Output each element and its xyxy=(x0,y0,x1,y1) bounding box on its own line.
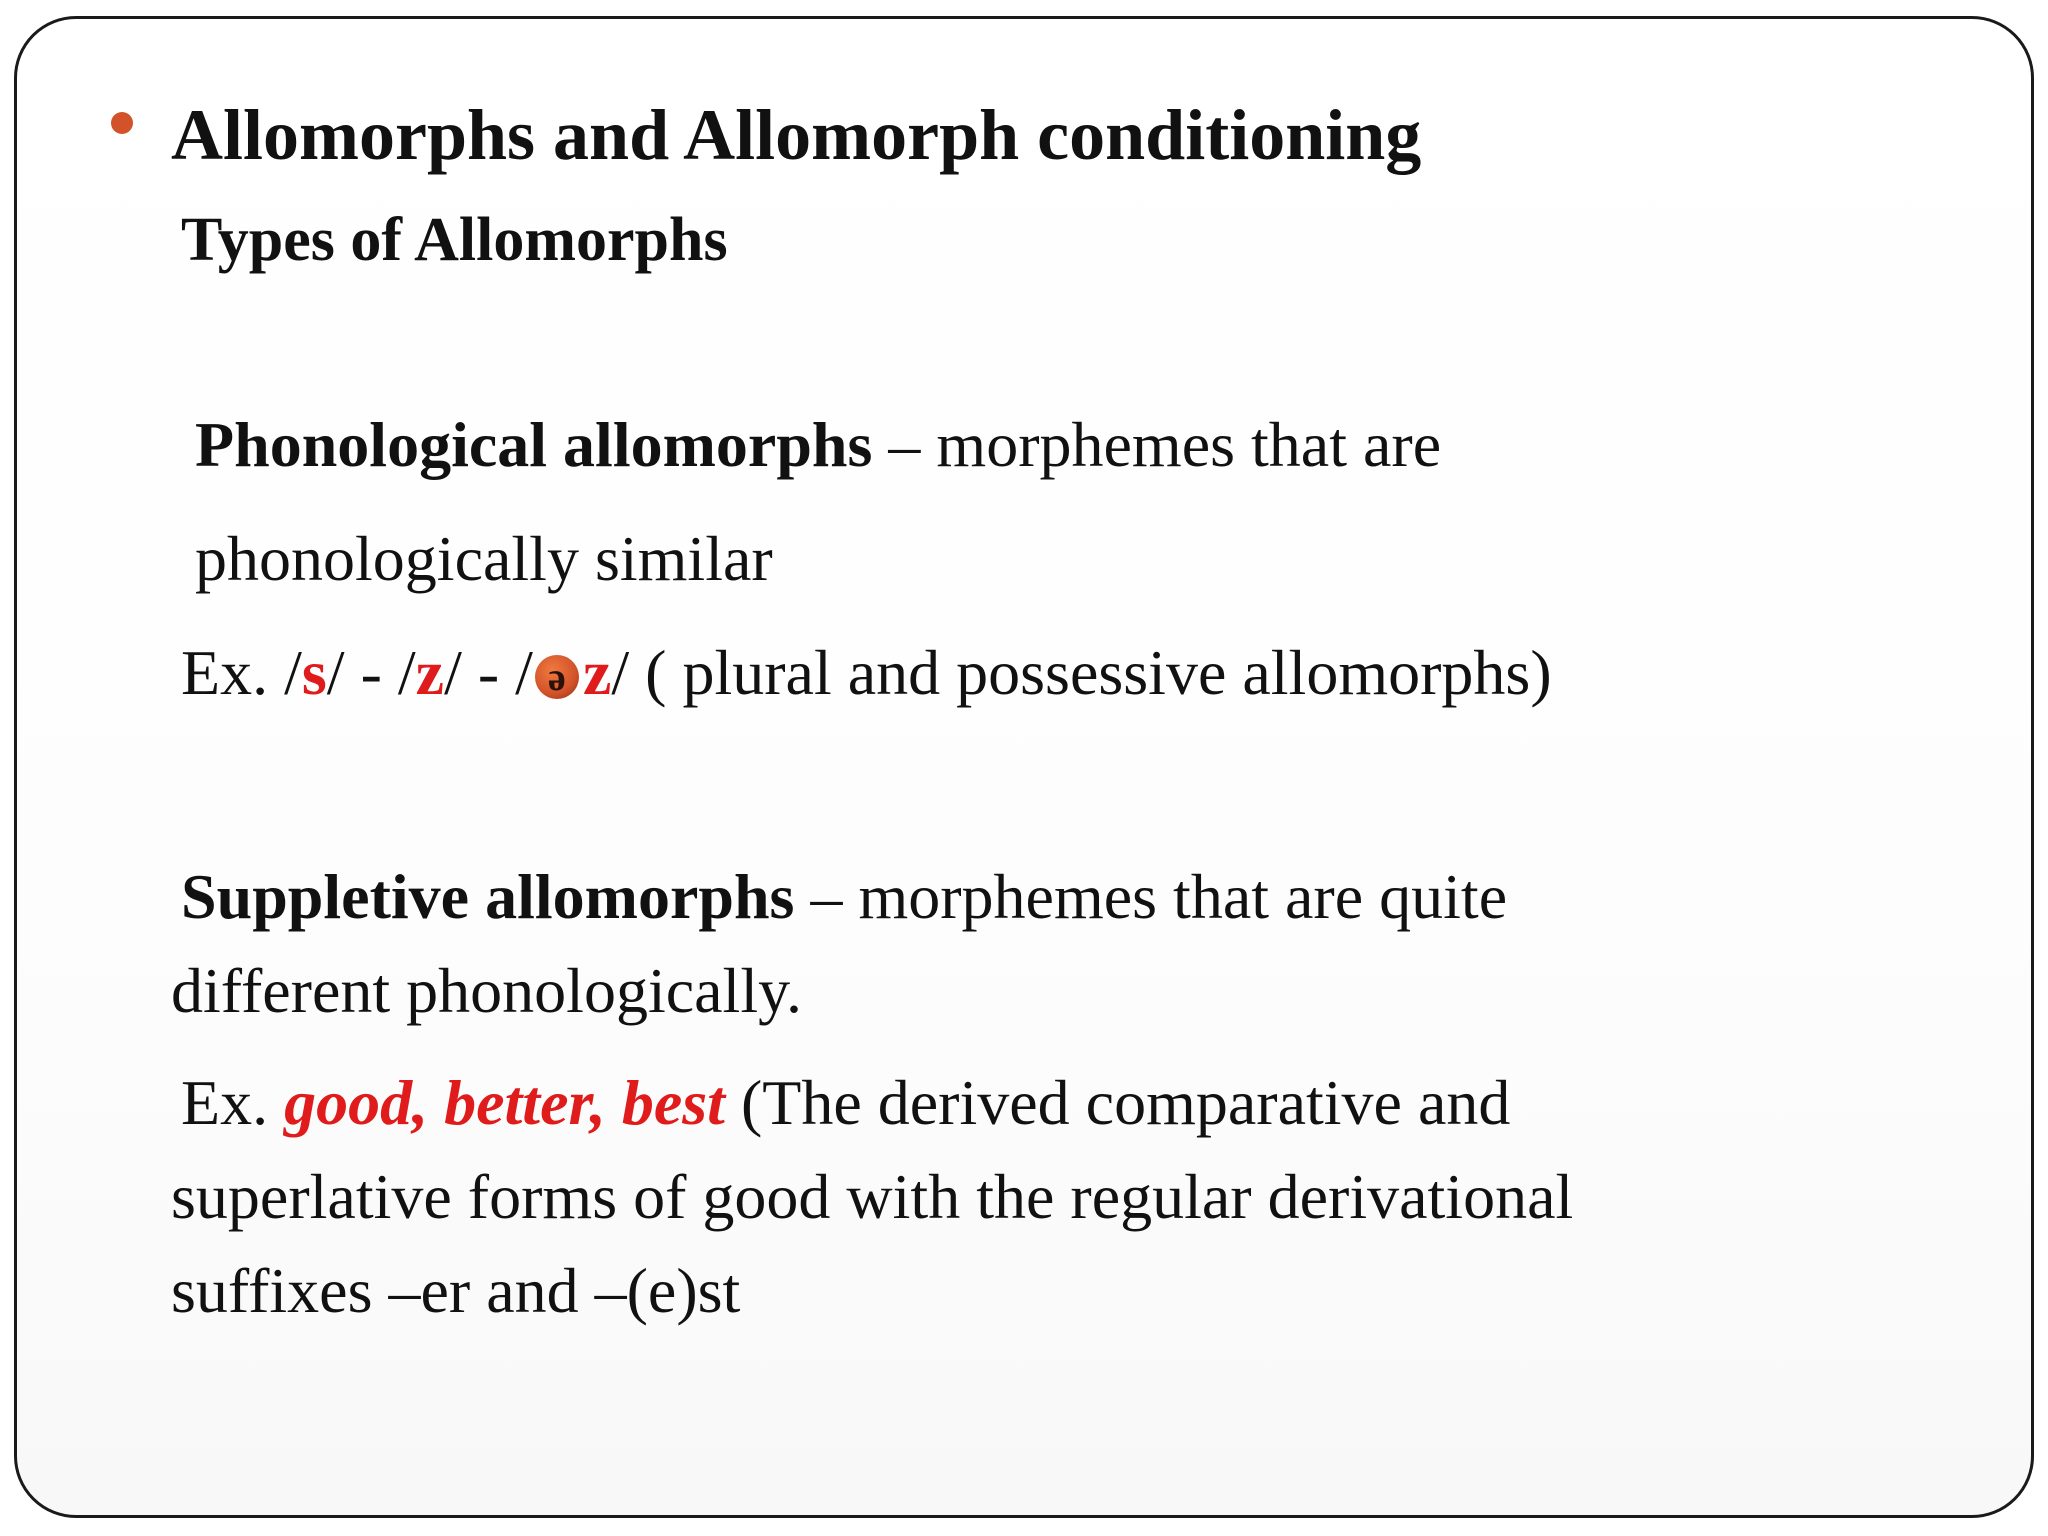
phonological-definition-line-2: phonologically similar xyxy=(195,523,773,594)
separator-1: / - / xyxy=(326,637,416,708)
slide-subtitle: Types of Allomorphs xyxy=(181,206,728,274)
suppletive-term: Suppletive allomorphs xyxy=(181,861,795,932)
suppletive-example-line-2: superlative forms of good with the regular derivational xyxy=(171,1161,1574,1232)
example-suffix: / ( plural and possessive allomorphs) xyxy=(611,637,1552,708)
allomorph-schwa-z: z xyxy=(582,637,612,708)
bullet-icon xyxy=(111,112,133,134)
phonological-term: Phonological allomorphs xyxy=(195,409,873,480)
phonological-definition-line-1 xyxy=(195,409,1442,480)
slide-title: Allomorphs and Allomorph conditioning xyxy=(171,95,1422,175)
separator-2: / - / xyxy=(444,637,533,708)
schwa-icon: ə xyxy=(535,655,579,699)
phonological-example xyxy=(181,637,1552,708)
allomorph-s: s xyxy=(301,637,327,708)
suppletive-example-line-3: suffixes –er and –(e)st xyxy=(171,1255,741,1326)
allomorph-z: z xyxy=(415,637,445,708)
phonological-definition-1: – morphemes that are xyxy=(872,409,1442,480)
suppletive-example-note-1: (The derived comparative and xyxy=(724,1067,1511,1138)
suppletive-definition-line-2: different phonologically. xyxy=(171,955,802,1026)
suppletive-example-words: good, better, best xyxy=(284,1067,725,1138)
suppletive-definition-line-1 xyxy=(181,861,1508,932)
suppletive-example-prefix: Ex. xyxy=(181,1067,285,1138)
example-prefix: Ex. / xyxy=(181,637,302,708)
suppletive-definition-1: – morphemes that are quite xyxy=(794,861,1508,932)
suppletive-example-line-1 xyxy=(181,1067,1511,1138)
slide xyxy=(14,16,2034,1518)
